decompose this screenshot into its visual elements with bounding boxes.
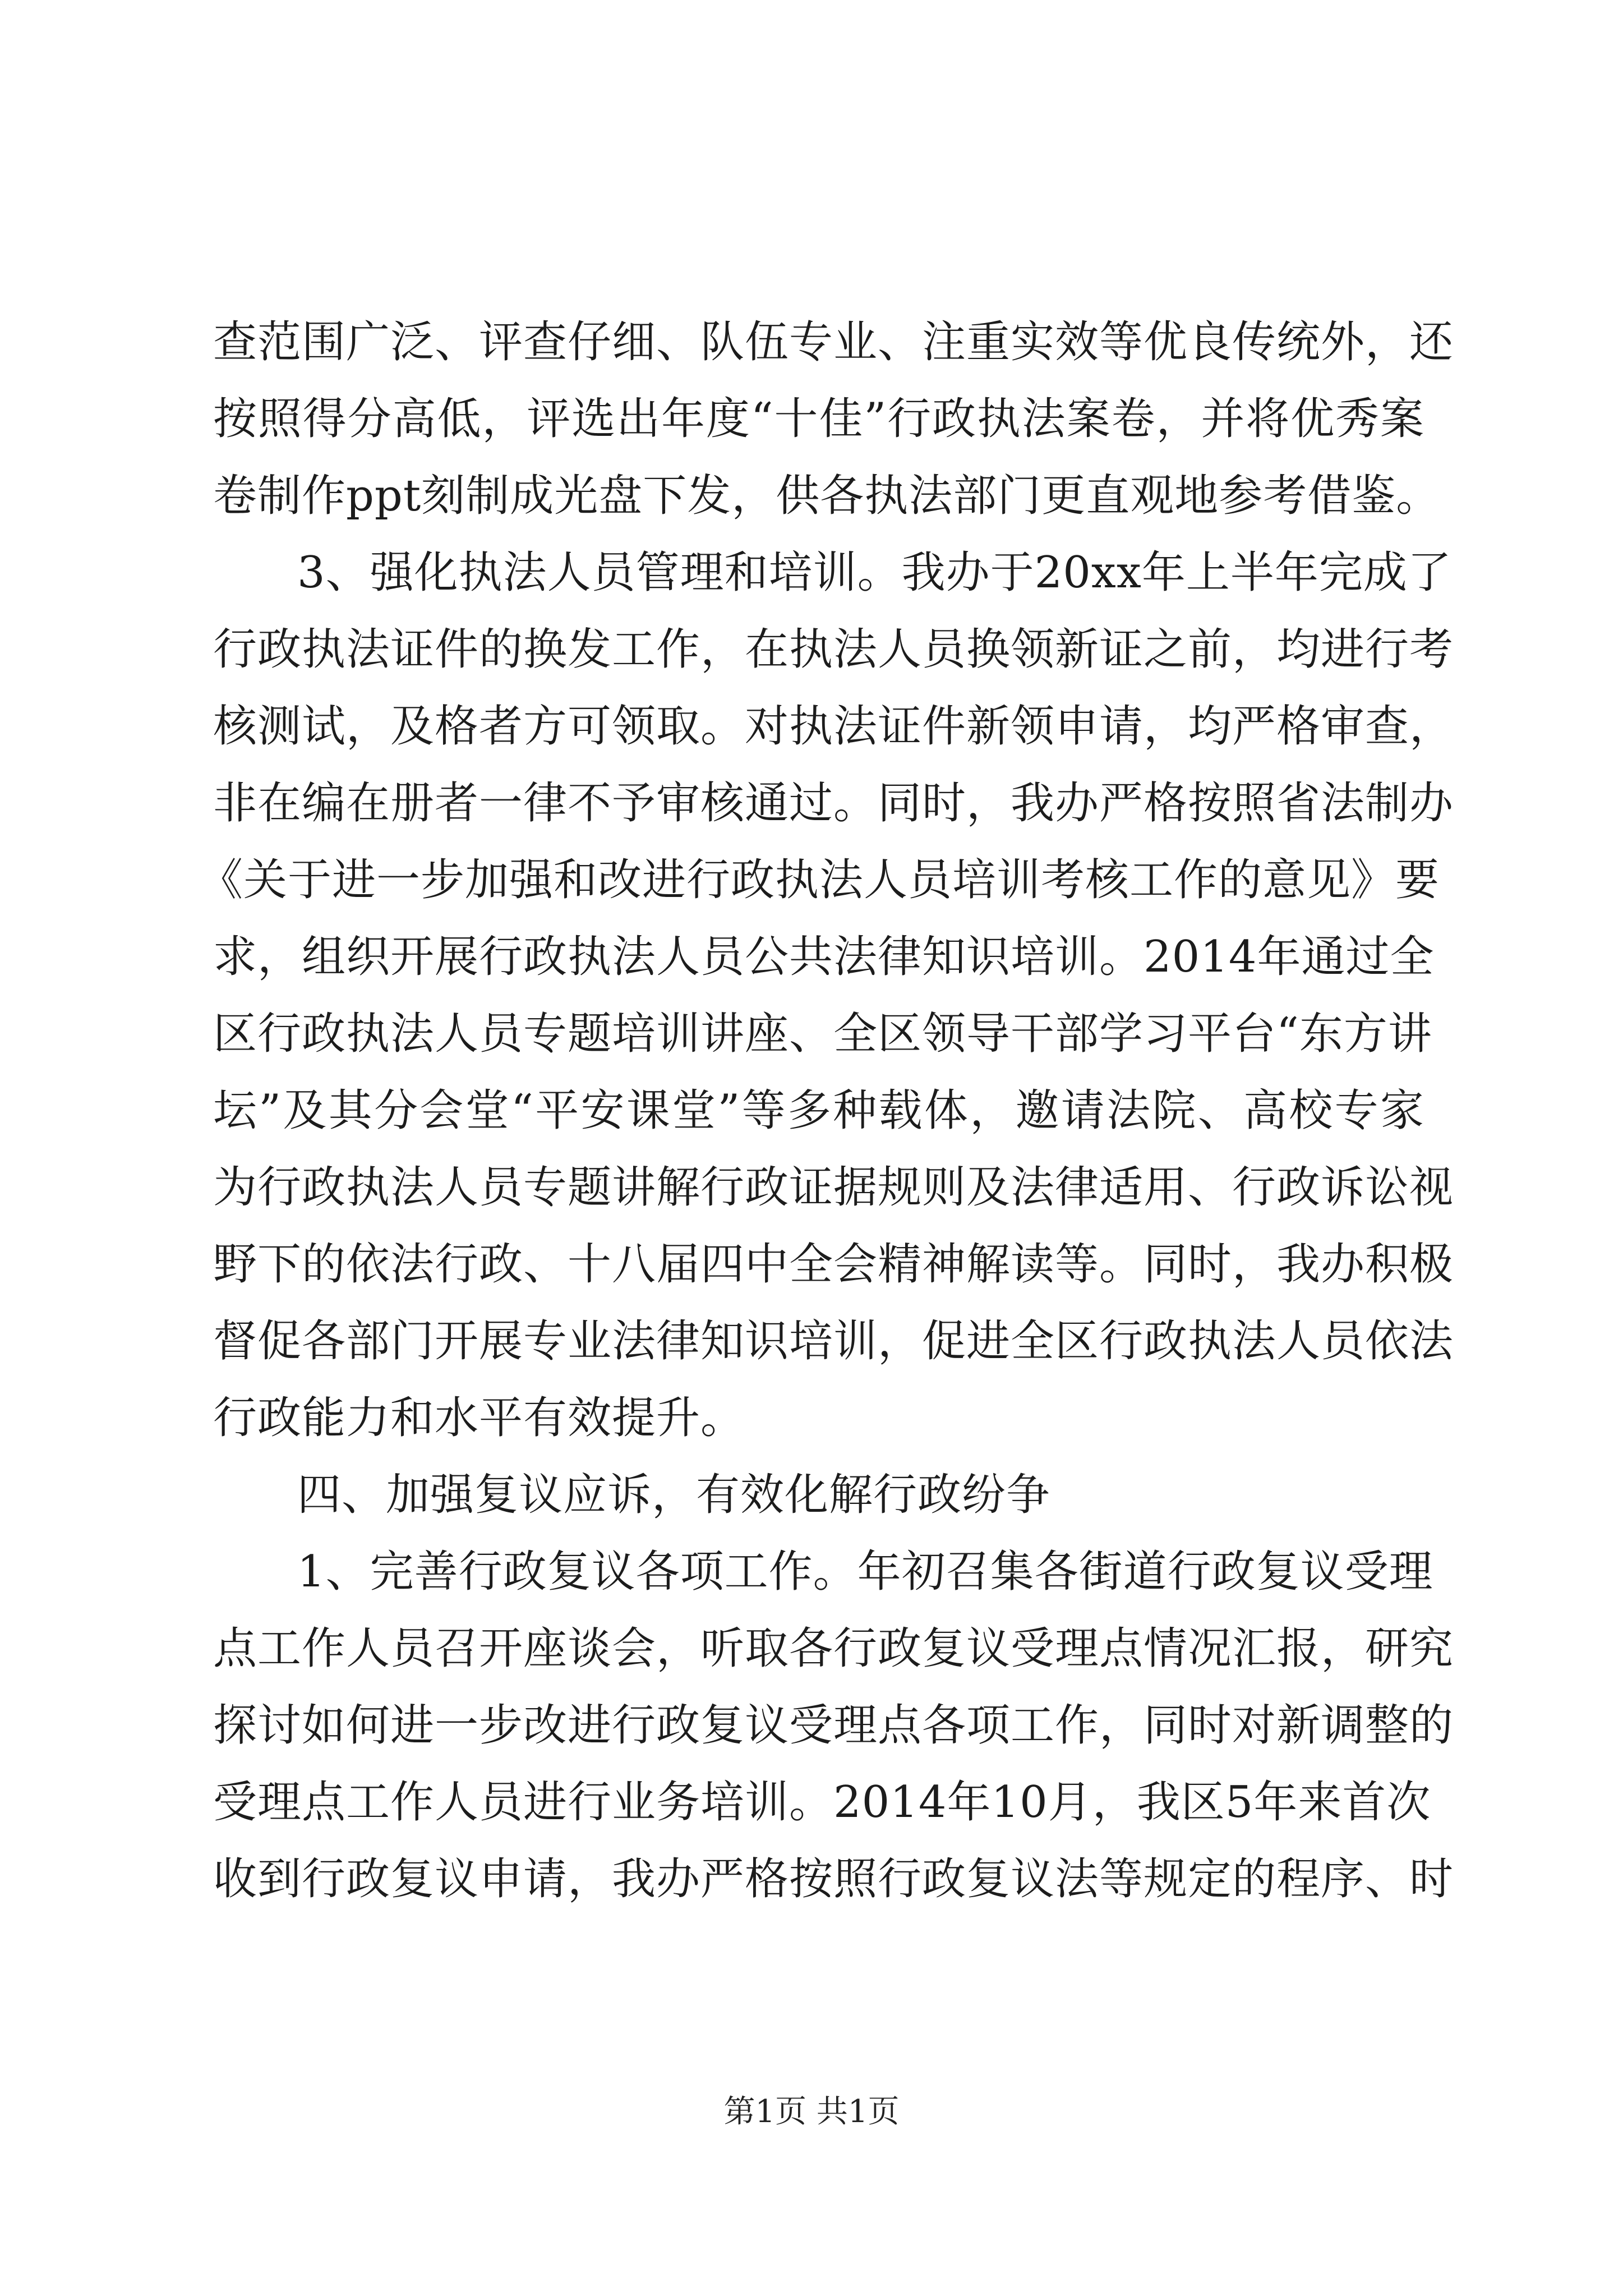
- text-line: 坛”及其分会堂“平安课堂”等多种载体，邀请法院、高校专家: [213, 1085, 1424, 1136]
- text-line: 行政执法证件的换发工作，在执法人员换领新证之前，均进行考: [213, 624, 1454, 675]
- text-line: 按照得分高低，评选出年度“十佳”行政执法案卷，并将优秀案: [213, 394, 1424, 444]
- text-line: 核测试，及格者方可领取。对执法证件新领申请，均严格审查，: [213, 701, 1454, 752]
- text-line: 1、完善行政复议各项工作。年初召集各街道行政复议受理: [297, 1547, 1433, 1597]
- text-line: 受理点工作人员进行业务培训。2014年10月，我区5年来首次: [213, 1777, 1431, 1828]
- text-line: 求，组织开展行政执法人员公共法律知识培训。2014年通过全: [213, 932, 1435, 982]
- page-footer: 第1页 共1页: [723, 2093, 900, 2130]
- text-line: 非在编在册者一律不予审核通过。同时，我办严格按照省法制办: [213, 778, 1454, 829]
- text-line: 《关于进一步加强和改进行政执法人员培训考核工作的意见》要: [199, 855, 1440, 905]
- text-line: 野下的依法行政、十八届四中全会精神解读等。同时，我办积极: [213, 1239, 1454, 1290]
- text-line: 行政能力和水平有效提升。: [213, 1393, 745, 1443]
- text-line: 查范围广泛、评查仔细、队伍专业、注重实效等优良传统外，还: [213, 317, 1454, 367]
- text-line: 探讨如何进一步改进行政复议受理点各项工作，同时对新调整的: [213, 1700, 1454, 1751]
- section-heading: 四、加强复议应诉，有效化解行政纷争: [297, 1470, 1051, 1520]
- text-line: 点工作人员召开座谈会，听取各行政复议受理点情况汇报，研究: [213, 1623, 1454, 1674]
- text-line: 卷制作ppt刻制成光盘下发，供各执法部门更直观地参考借鉴。: [213, 471, 1441, 521]
- text-line: 区行政执法人员专题培训讲座、全区领导干部学习平台“东方讲: [213, 1009, 1432, 1059]
- text-line: 为行政执法人员专题讲解行政证据规则及法律适用、行政诉讼视: [213, 1162, 1454, 1213]
- text-line: 督促各部门开展专业法律知识培训，促进全区行政执法人员依法: [213, 1316, 1454, 1366]
- text-line: 3、强化执法人员管理和培训。我办于20xx年上半年完成了: [297, 547, 1452, 598]
- text-line: 收到行政复议申请，我办严格按照行政复议法等规定的程序、时: [213, 1854, 1454, 1904]
